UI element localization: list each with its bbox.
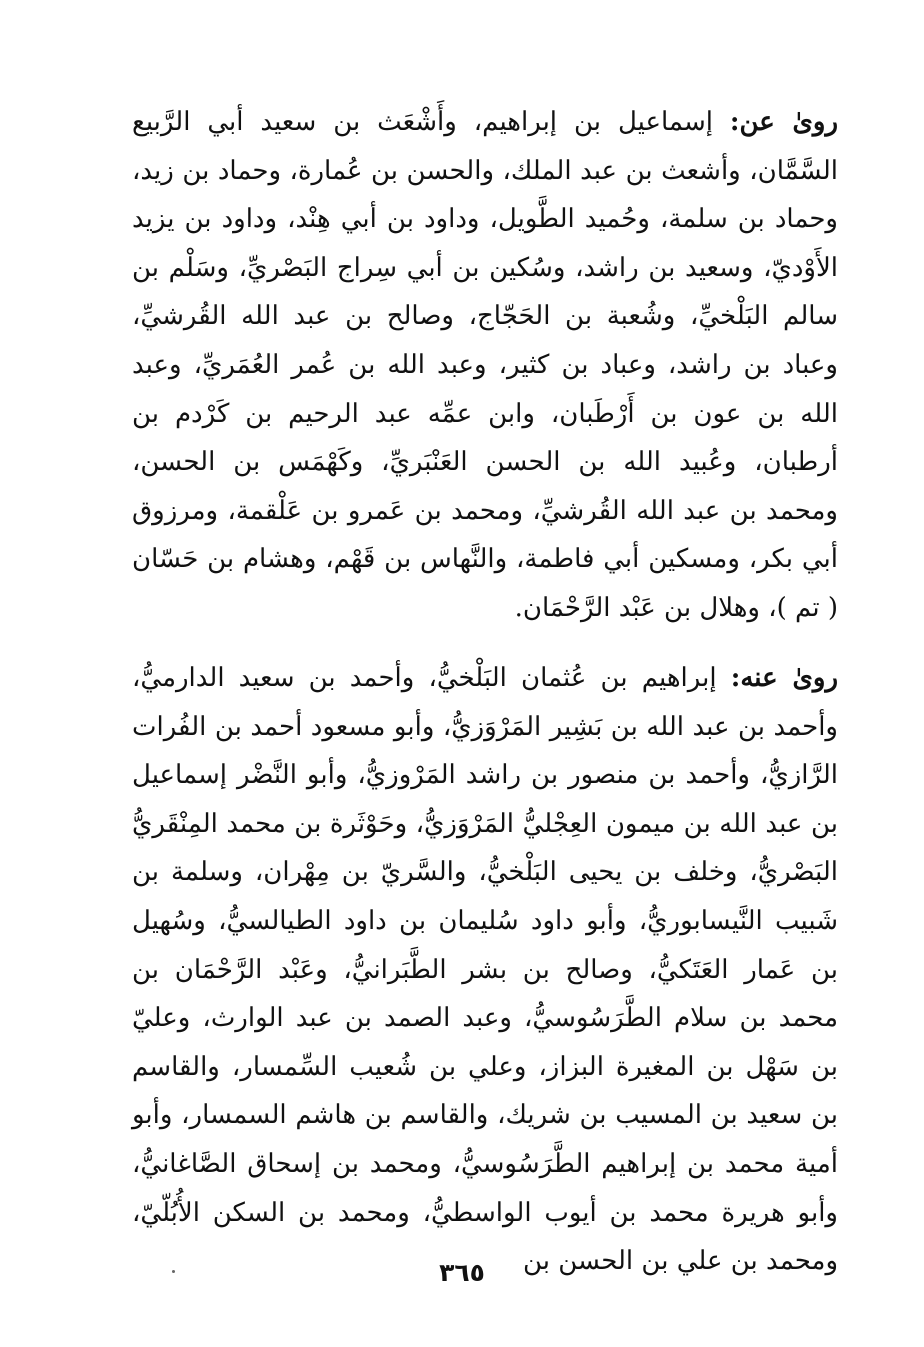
narrated-from-heading: روىٰ عن: xyxy=(729,107,839,137)
page-number: ٣٦٥ xyxy=(439,1258,485,1287)
narrated-by-text: إبراهيم بن عُثمان البَلْخيُّ، وأحمد بن سعيد الدارميُّ، وأحمد بن عبد الله بن بَشِير المَرْوَزيُّ، وأبو مسعود أحمد بن الفُرات الرَّازيُّ، وأحمد بن منصور بن راشد المَرْوزيُّ، وأبو النَّضْر إسماعيل بن عبد الله بن ميمون العِجْليُّ المَرْوَزيُّ، وحَوْثَرة بن محمد المِنْقَريُّ البَصْريُّ، وخلف بن يحيى البَلْخيُّ، والسَّريّ بن مِهْران، وسلمة بن شَبيب النَّيسابوريُّ، وأبو داود سُليمان بن داود الطيالسيُّ، وسُهيل بن عَمار العَتَكيُّ، وصالح بن بشر الطَّبَرانيُّ، وعَبْد الرَّحْمَان بن محمد بن سلام الطَّرَسُوسيُّ، وعبد الصمد بن عبد الوارث، وعليّ بن سَهْل بن المغيرة البزاز، وعلي بن شُعيب السِّمسار، والقاسم بن سعيد بن المسيب بن شريك، والقاسم بن هاشم السمسار، وأبو أمية محمد بن إبراهيم الطَّرَسُوسيُّ، ومحمد بن إسحاق الصَّاغانيُّ، وأبو هريرة محمد بن أيوب الواسطيُّ، ومحمد بن السكن الأُبُلّيّ، ومحمد بن علي بن الحسن بن xyxy=(132,663,839,1277)
narrated-from-paragraph xyxy=(132,98,838,633)
narrated-from-text: إسماعيل بن إبراهيم، وأَشْعَث بن سعيد أبي الرَّبيع السَّمَّان، وأشعث بن عبد الملك، والحسن بن عُمارة، وحماد بن زيد، وحماد بن سلمة، وحُميد الطَّويل، وداود بن أبي هِنْد، وداود بن يزيد الأَوْديّ، وسعيد بن راشد، وسُكين بن أبي سِراج البَصْريِّ، وسَلْم بن سالم البَلْخيِّ، وشُعبة بن الحَجّاج، وصالح بن عبد الله القُرشيِّ، وعباد بن راشد، وعباد بن كثير، وعبد الله بن عُمر العُمَريِّ، وعبد الله بن عون بن أَرْطَبان، وابن عمِّه عبد الرحيم بن كَرْدم بن أرطبان، وعُبيد الله بن الحسن العَنْبَريِّ، وكَهْمَس بن الحسن، ومحمد بن عبد الله القُرشيِّ، ومحمد بن عَمرو بن عَلْقمة، ومرزوق أبي بكر، ومسكين أبي فاطمة، والنَّهاس بن قَهْم، وهشام بن حَسّان ( تم )، وهلال بن عَبْد الرَّحْمَان. xyxy=(132,107,838,623)
narrated-by-paragraph xyxy=(132,654,838,1286)
narrated-by-heading: روىٰ عنه: xyxy=(730,663,839,693)
